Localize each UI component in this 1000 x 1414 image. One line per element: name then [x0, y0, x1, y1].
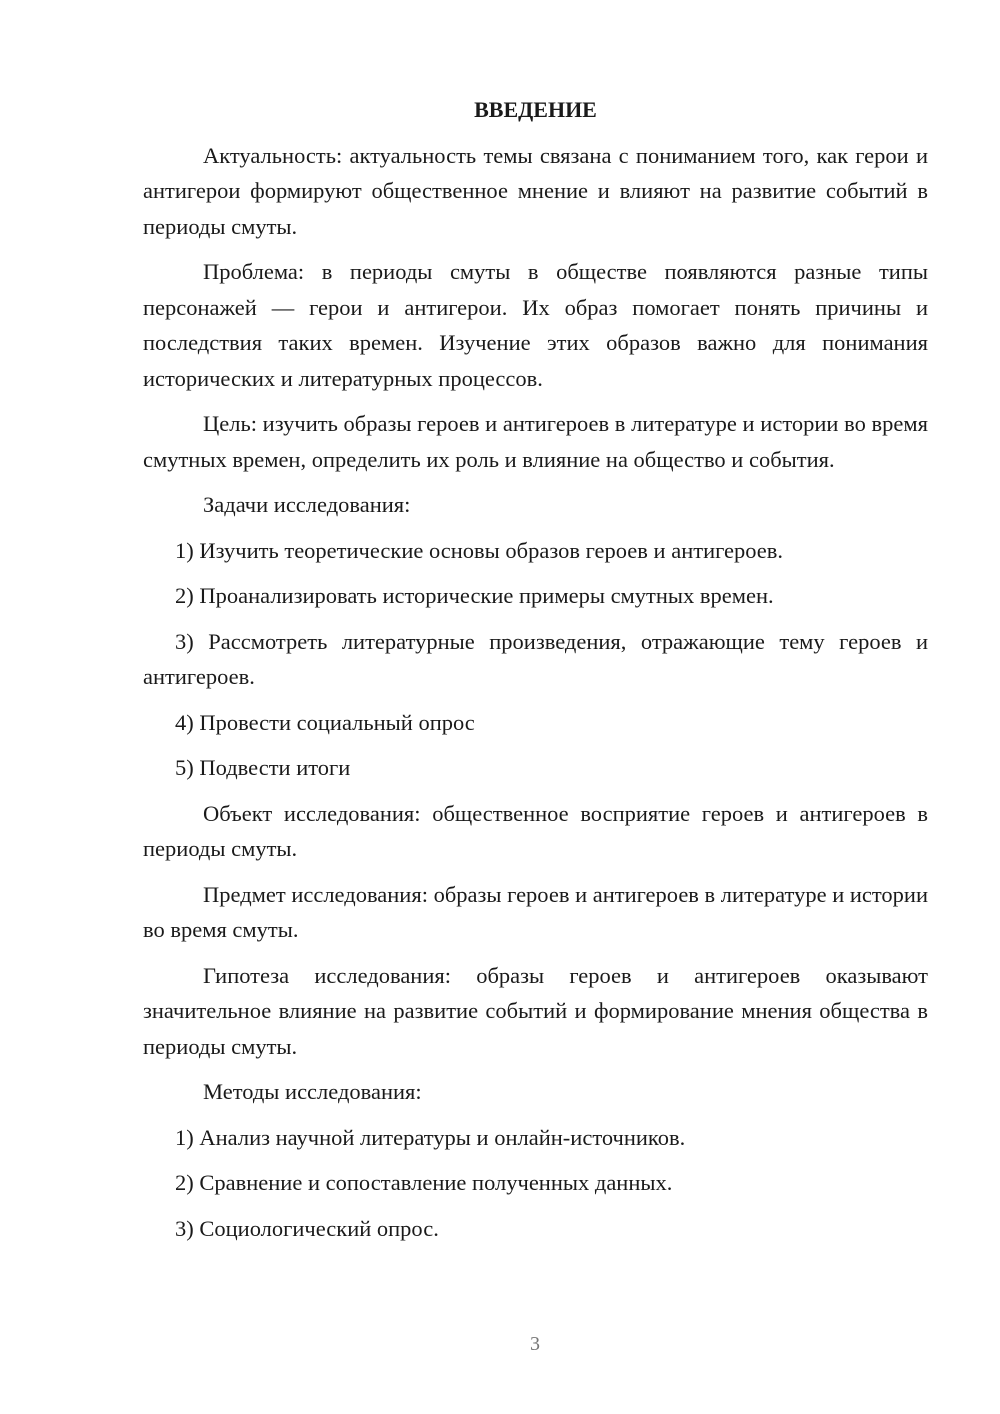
document-body	[143, 92, 928, 1256]
task-item: 4) Провести социальный опрос	[175, 709, 475, 735]
task-item: 2) Проанализировать исторические примеры смутных времен.	[175, 583, 774, 608]
methods-heading: Методы исследования:	[203, 1079, 422, 1104]
subject-paragraph: Предмет исследования: образы героев и антигероев в литературе и истории во время смуты.	[143, 881, 929, 942]
relevance-paragraph: Актуальность: актуальность темы связана с пониманием того, как герои и антигерои формируют общественное мнение и влияют на развитие событий в периоды смуты.	[143, 142, 928, 239]
task-item: 1) Изучить теоретические основы образов героев и антигероев.	[175, 537, 784, 563]
task-item: 5) Подвести итоги	[175, 755, 351, 780]
page-number: 3	[530, 1333, 540, 1355]
method-item: 2) Сравнение и сопоставление полученных данных.	[175, 1170, 673, 1195]
goal-paragraph: Цель: изучить образы героев и антигероев в литературе и истории во время смутных времен, определить их роль и влияние на общество и события.	[143, 411, 928, 472]
method-item: 1) Анализ научной литературы и онлайн-источников.	[175, 1124, 686, 1150]
method-item: 3) Социологический опрос.	[175, 1215, 439, 1241]
tasks-heading: Задачи исследования:	[203, 492, 411, 517]
section-title: ВВЕДЕНИЕ	[474, 97, 597, 122]
problem-paragraph: Проблема: в периоды смуты в обществе появляются разные типы персонажей — герои и антигерои. Их образ помогает понять причины и последствия таких времен. Изучение этих образов важно для понимания исторических и литературных процессов.	[143, 259, 928, 391]
task-item: 3) Рассмотреть литературные произведения, отражающие тему героев и антигероев.	[143, 628, 928, 689]
object-paragraph: Объект исследования: общественное восприятие героев и антигероев в периоды смуты.	[143, 800, 928, 861]
hypothesis-paragraph: Гипотеза исследования: образы героев и антигероев оказывают значительное влияние на развитие событий и формирование мнения общества в периоды смуты.	[143, 962, 928, 1059]
